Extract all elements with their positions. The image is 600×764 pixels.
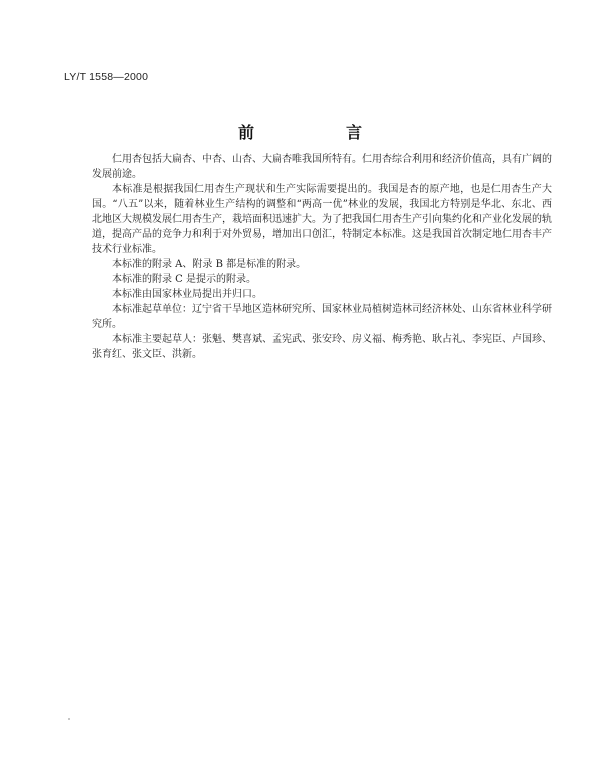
paragraph-background: 本标准是根据我国仁用杏生产现状和生产实际需要提出的。我国是杏的原产地，也是仁用杏生产大国。“八五”以来，随着林业生产结构的调整和“两高一优”林业的发展，我国北方特别是华北、东北、西北地区大规模发展仁用杏生产，栽培面积迅速扩大。为了把我国仁用杏生产引向集约化和产业化发展的轨道，提高产品的竞争力和利于对外贸易，增加出口创汇，特制定本标准。这是我国首次制定地仁用杏丰产技术行业标准。 bbox=[92, 184, 552, 255]
standard-code: LY/T 1558—2000 bbox=[64, 71, 149, 83]
paragraph-appendix-ab: 本标准的附录 A、附录 B 都是标准的附录。 bbox=[112, 259, 307, 270]
paragraph-drafting-units: 本标准起草单位：辽宁省干旱地区造林研究所、国家林业局植树造林司经济林处、山东省林业科学研究所。 bbox=[92, 304, 552, 330]
paragraph-intro: 仁用杏包括大扁杏、中杏、山杏、大扁杏唯我国所特有。仁用杏综合利用和经济价值高，具有广阔的发展前途。 bbox=[92, 154, 552, 180]
paragraph-proposer: 本标准由国家林业局提出并归口。 bbox=[112, 289, 262, 300]
paragraph-appendix-c: 本标准的附录 C 是提示的附录。 bbox=[112, 274, 257, 285]
scan-speck bbox=[68, 718, 70, 720]
foreword-body bbox=[92, 152, 552, 362]
paragraph-drafters: 本标准主要起草人：张魁、樊喜斌、孟宪武、张安玲、房义福、梅秀艳、耿占礼、李宪臣、卢国珍、张育红、张文臣、洪新。 bbox=[92, 334, 552, 360]
page-title: 前 言 bbox=[237, 123, 400, 142]
